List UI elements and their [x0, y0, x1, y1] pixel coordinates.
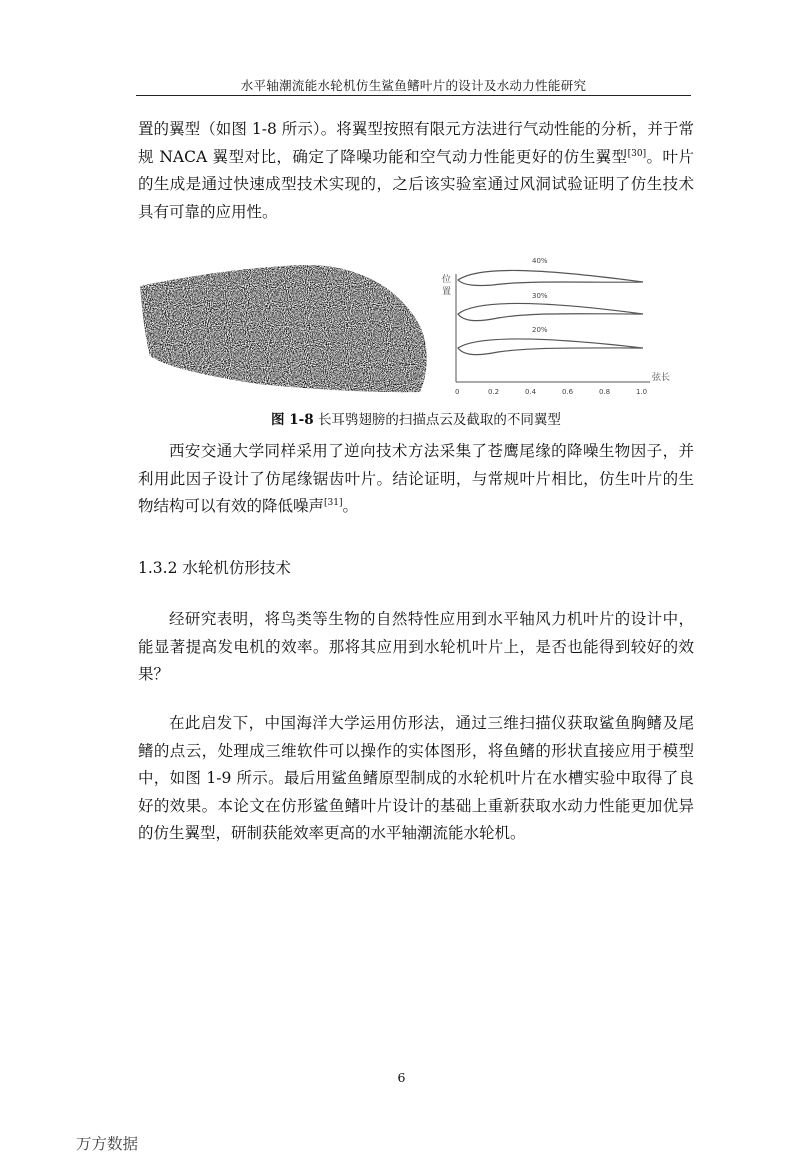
- x-axis-label: 弦长: [652, 373, 671, 383]
- airfoil-profiles-plot: [438, 252, 678, 402]
- y-axis-label-2: 置: [442, 287, 452, 297]
- paragraph-4: 在此启发下，中国海洋大学运用仿形法，通过三维扫描仪获取鲨鱼胸鳍及尾鳍的点云，处理成三维软件可以操作的实体图形，将鱼鳍的形状直接应用于模型中，如图 1-9 所示。最后用鲨鱼鳍原型制成的水轮机叶片在水槽实验中取得了良好的效果。本论文在仿形鲨鱼鳍叶片设计的基础上重新获取水动力性能更加优异的仿生翼型，研制获能效率更高的水平轴潮流能水轮机。: [138, 714, 694, 842]
- running-header: 水平轴潮流能水轮机仿生鲨鱼鳍叶片的设计及水动力性能研究: [240, 78, 587, 93]
- x-tick-4: 0.8: [599, 388, 611, 396]
- figure-caption: [138, 408, 694, 428]
- header-rule: [136, 95, 691, 96]
- x-tick-5: 1.0: [636, 388, 648, 396]
- figure-caption-text: 长耳鸮翅膀的扫描点云及截取的不同翼型: [317, 412, 561, 428]
- profile-label-20: 20%: [532, 326, 548, 334]
- x-tick-0: 0: [455, 388, 460, 396]
- airfoil-profile-40: [458, 270, 643, 285]
- paragraph-1-text-a: 置的翼型（如图 1-8 所示）。将翼型按照有限元方法进行气动性能的分析，并于常规 NACA 翼型对比，确定了降噪功能和空气动力性能更好的仿生翼型: [138, 120, 694, 166]
- x-tick-3: 0.6: [562, 388, 574, 396]
- watermark: 万方数据: [76, 1135, 139, 1153]
- x-tick-1: 0.2: [488, 388, 500, 396]
- figure-number: 图 1-8: [271, 412, 314, 428]
- wing-point-cloud-image: [138, 256, 433, 396]
- section-heading: 1.3.2 水轮机仿形技术: [138, 559, 291, 577]
- paragraph-1-text-b: 。叶片的生成是通过快速成型技术实现的，之后该实验室通过风洞试验证明了仿生技术具有可靠的应用性。: [138, 147, 694, 221]
- y-axis-label-1: 位: [442, 275, 452, 285]
- profile-label-30: 30%: [532, 292, 548, 300]
- citation-31[interactable]: [31]: [324, 497, 343, 508]
- paragraph-2-text-a: 西安交通大学同样采用了逆向技术方法采集了苍鹰尾缘的降噪生物因子，并利用此因子设计了仿尾缘锯齿叶片。结论证明，与常规叶片相比，仿生叶片的生物结构可以有效的降低噪声: [138, 442, 694, 515]
- paragraph-2-text-b: 。: [342, 497, 359, 515]
- citation-30[interactable]: [30]: [627, 148, 647, 159]
- paragraph-1: [138, 116, 694, 226]
- paragraph-3: 经研究表明，将鸟类等生物的自然特性应用到水平轴风力机叶片的设计中，能显著提高发电机的效率。那将其应用到水轮机叶片上，是否也能得到较好的效果？: [138, 610, 694, 683]
- x-tick-2: 0.4: [525, 388, 537, 396]
- page-number: 6: [397, 1070, 406, 1085]
- figure-1-8: [138, 252, 678, 402]
- airfoil-profile-30: [458, 304, 643, 321]
- profile-label-40: 40%: [532, 257, 548, 265]
- paragraph-2: [138, 438, 694, 521]
- airfoil-profile-20: [458, 339, 643, 355]
